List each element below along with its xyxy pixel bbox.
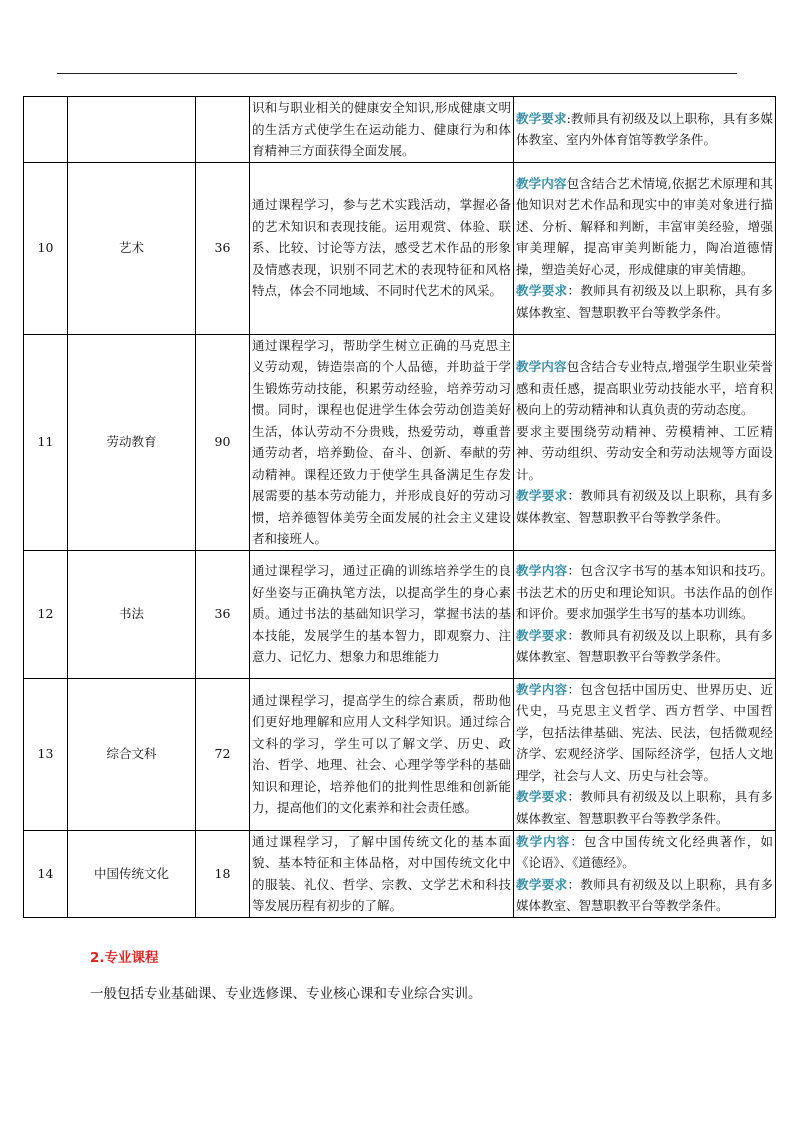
table-row: [24, 162, 776, 334]
content-separator: ：: [567, 681, 581, 697]
content-label: 教学内容: [516, 833, 571, 849]
requirement-paragraph: [516, 485, 773, 528]
requirement-label: 教学要求: [516, 110, 567, 126]
content-paragraph: [516, 173, 773, 281]
content-text: 要求主要围绕劳动精神、劳模精神、工匠精神、劳动组织、劳动安全和劳动法规等方面设计。: [516, 423, 773, 482]
course-number: [24, 97, 68, 163]
requirement-separator: ：: [567, 488, 581, 503]
requirement-text: 教师具有初级及以上职称，具有多媒体教室、智慧职教平台等教学条件。: [516, 789, 773, 826]
course-goal: 识和与职业相关的健康安全知识,形成健康文明的生活方式使学生在运动能力、健康行为和体育精神三方面获得全面发展。: [250, 97, 514, 163]
table-row: [24, 678, 776, 830]
requirement-separator: :: [566, 110, 571, 126]
requirement-paragraph: [516, 874, 773, 917]
content-separator: ：: [570, 833, 584, 849]
requirement-text: 教师具有初级及以上职称，具有多媒体教室、智慧职教平台等教学条件。: [516, 627, 773, 665]
requirement-paragraph: [516, 786, 773, 829]
requirement-label: 教学要求: [516, 627, 568, 643]
course-number: 14: [24, 830, 68, 917]
course-hours: 36: [196, 162, 250, 334]
course-hours: [196, 97, 250, 163]
requirement-text: 教师具有初级及以上职称，具有多媒体教室、智慧职教平台等教学条件。: [516, 488, 773, 525]
requirement-paragraph: [516, 108, 773, 151]
requirement-label: 教学要求: [516, 876, 568, 892]
content-label: 教学内容: [516, 681, 568, 697]
requirement-text: 教师具有初级及以上职称，具有多媒体教室、智慧职教平台等教学条件。: [516, 283, 773, 320]
requirement-separator: ：: [567, 627, 581, 643]
content-paragraph: [516, 356, 773, 421]
course-name: 中国传统文化: [68, 830, 196, 917]
course-number: 10: [24, 162, 68, 334]
content-separator: ：: [567, 563, 581, 579]
table-row: [24, 97, 776, 163]
content-paragraph: [516, 679, 773, 787]
content-label: 教学内容: [516, 359, 567, 374]
requirement-label: 教学要求: [516, 283, 568, 299]
content-text: 包含结合艺术情境,依据艺术原理和其他知识对艺术作品和现实中的审美对象进行描述、分析、解释和判断，丰富审美经验，增强审美理解，提高审美判断能力，陶冶道德情操，塑造美好心灵，形成健康的审美情趣。: [516, 175, 773, 277]
course-goal: 通过课程学习，帮助学生树立正确的马克思主义劳动观，铸造崇高的个人品德，并助益于学生锻炼劳动技能，积累劳动经验，培养劳动习惯。同时，课程也促进学生体会劳动创造美好生活，体认劳动不分贵贱，热爱劳动，尊重普通劳动者，培养勤俭、奋斗、创新、奉献的劳动精神。课程还致力于使学生具备满足生存发展需要的基本劳动能力，并形成良好的劳动习惯，培养德智体美劳全面发展的社会主义建设者和接班人。: [250, 334, 514, 550]
requirement-paragraph: [516, 280, 773, 323]
table-row: [24, 550, 776, 678]
content-label: 教学内容: [516, 563, 568, 579]
content-text: 包含包括中国历史、世界历史、近代史，马克思主义哲学、西方哲学、中国哲学，包括法律基础、宪法、民法，包括微观经济学、宏观经济学、国际经济学，包括人文地理学，社会与人文、历史与社会等。: [516, 681, 773, 783]
content-label: 教学内容: [516, 175, 567, 191]
course-number: 12: [24, 550, 68, 678]
requirement-label: 教学要求: [516, 789, 568, 805]
section-heading: 2.专业课程: [90, 950, 159, 966]
requirement-separator: ：: [567, 876, 581, 892]
content-text: 包含汉字书写的基本知识和技巧。书法艺术的历史和理论知识。书法作品的创作和评价。要求加强学生书写的基本功训练。: [516, 563, 773, 622]
requirement-separator: ：: [567, 789, 581, 805]
course-goal: 通过课程学习，参与艺术实践活动，掌握必备的艺术知识和表现技能。运用观赏、体验、联系、比较、讨论等方法，感受艺术作品的形象及情感表现，识别不同艺术的表现特征和风格特点，体会不同地域、不同时代艺术的风采。: [250, 162, 514, 334]
content-paragraph: [516, 831, 773, 874]
course-hours: 18: [196, 830, 250, 917]
course-number: 13: [24, 678, 68, 830]
course-number: 11: [24, 334, 68, 550]
section-paragraph: 一般包括专业基础课、专业选修课、专业核心课和专业综合实训。: [90, 986, 482, 1002]
course-name: 书法: [68, 550, 196, 678]
course-name: [68, 97, 196, 163]
course-content-cell: [514, 162, 776, 334]
content-text: 包含中国传统文化经典著作，如《论语》、《道德经》。: [516, 833, 773, 870]
requirement-paragraph: [516, 625, 773, 668]
course-goal: 通过课程学习，了解中国传统文化的基本面貌、基本特征和主体品格，对中国传统文化中的服装、礼仪、哲学、宗教、文学艺术和科技等发展历程有初步的了解。: [250, 830, 514, 917]
requirement-text: 教师具有初级及以上职称，具有多媒体教室、智慧职教平台等教学条件。: [516, 876, 773, 913]
course-content-cell: [514, 550, 776, 678]
course-content-cell: [514, 334, 776, 550]
course-table: [23, 96, 776, 918]
course-hours: 90: [196, 334, 250, 550]
course-content-cell: [514, 678, 776, 830]
course-name: 综合文科: [68, 678, 196, 830]
content-text: 包含结合专业特点,增强学生职业荣誉感和责任感，提高职业劳动技能水平，培育积极向上的劳动精神和认真负责的劳动态度。: [516, 359, 773, 417]
course-hours: 36: [196, 550, 250, 678]
requirement-text: 教师具有初级及以上职称，具有多媒体教室、室内外体育馆等教学条件。: [516, 110, 773, 148]
table-row: [24, 830, 776, 917]
table-row: [24, 334, 776, 550]
course-name: 艺术: [68, 162, 196, 334]
course-name: 劳动教育: [68, 334, 196, 550]
content-paragraph: [516, 421, 773, 486]
requirement-separator: ：: [567, 283, 581, 299]
content-paragraph: [516, 560, 773, 625]
course-goal: 通过课程学习，通过正确的训练培养学生的良好坐姿与正确执笔方法，以提高学生的身心素质。通过书法的基础知识学习，掌握书法的基本技能，发展学生的基本智力，即观察力、注意力、记忆力、想象力和思维能力: [250, 550, 514, 678]
course-hours: 72: [196, 678, 250, 830]
requirement-label: 教学要求: [516, 488, 568, 503]
course-content-cell: [514, 97, 776, 163]
course-goal: 通过课程学习，提高学生的综合素质，帮助他们更好地理解和应用人文科学知识。通过综合文科的学习，学生可以了解文学、历史、政治、哲学、地理、社会、心理学等学科的基础知识和理论，培养他们的批判性思维和创新能力，提高他们的文化素养和社会责任感。: [250, 678, 514, 830]
course-content-cell: [514, 830, 776, 917]
header-rule: [57, 73, 737, 74]
